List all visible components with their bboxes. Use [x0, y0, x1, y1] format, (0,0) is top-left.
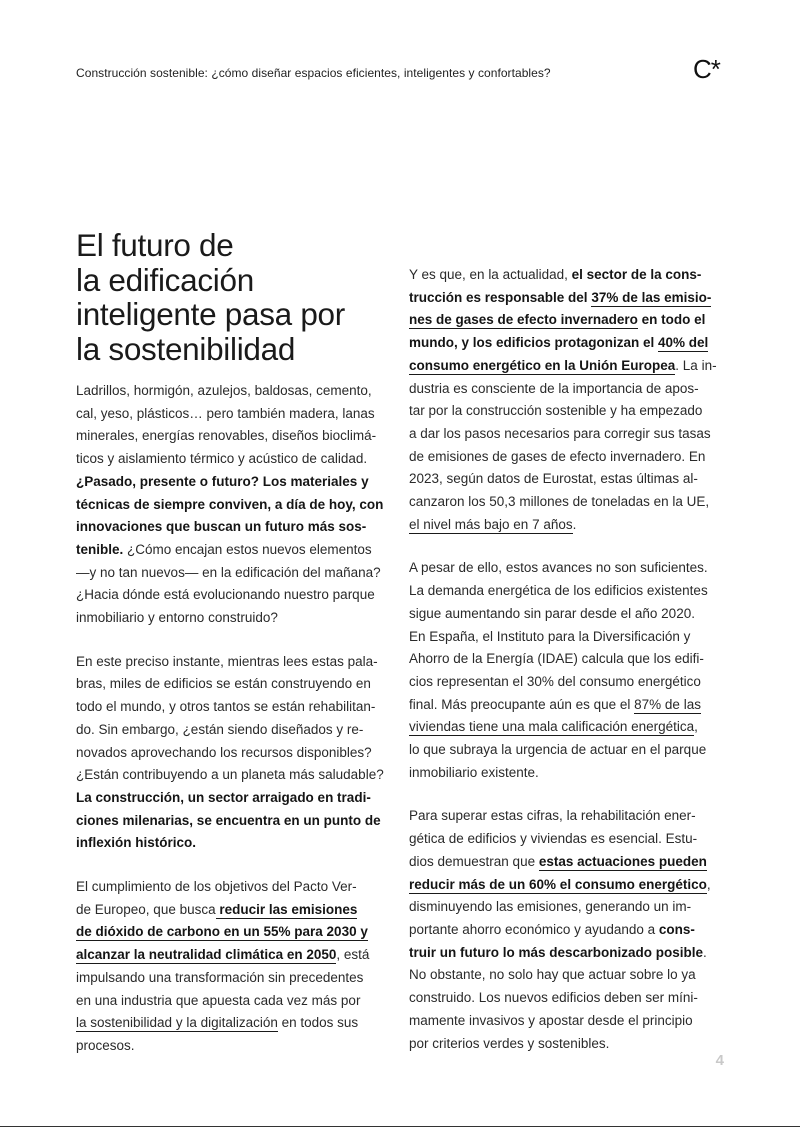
- paragraph: [76, 876, 394, 1058]
- document-header-title: Construcción sostenible: ¿cómo diseñar espacios eficientes, inteligentes y confortables?: [76, 66, 551, 80]
- paragraph: [76, 651, 394, 855]
- text-line: El cumplimiento de los objetivos del Pacto Ver-: [76, 879, 357, 895]
- bold-text: truir un futuro lo más descarbonizado posible: [409, 944, 704, 960]
- text-run: ,: [706, 876, 711, 892]
- inline-link[interactable]: viviendas tiene una mala calificación energética: [409, 719, 695, 735]
- text-run: en todos sus: [277, 1015, 359, 1031]
- text-line: a dar los pasos necesarios para corregir sus tasas: [409, 425, 711, 441]
- inline-link[interactable]: reducir las emisiones: [215, 901, 358, 917]
- text-line: novados aprovechando los recursos disponibles?: [76, 744, 372, 760]
- text-line: canzaron los 50,3 millones de toneladas en la UE,: [409, 494, 710, 510]
- bold-text: tenible.: [76, 541, 124, 557]
- inline-link[interactable]: nes de gases de efecto invernadero: [409, 312, 638, 328]
- inline-link[interactable]: el nivel más bajo en 7 años: [409, 516, 573, 532]
- inline-link[interactable]: de dióxido de carbono en un 55% para 2030 y: [76, 924, 368, 940]
- text-run: .: [703, 944, 707, 960]
- text-line: inmobiliario existente.: [409, 764, 539, 780]
- text-line: mamente invasivos y apostar desde el principio: [409, 1012, 693, 1028]
- text-line: minerales, energías renovables, diseños bioclimá-: [76, 428, 377, 444]
- heading-line: El futuro de: [76, 227, 234, 263]
- text-run: . La in-: [675, 357, 717, 373]
- text-line: —y no tan nuevos— en la edificación del mañana?: [76, 564, 381, 580]
- text-run: portante ahorro económico y ayudando a: [409, 921, 659, 937]
- heading-line: la sostenibilidad: [76, 330, 296, 367]
- text-line: inmobiliario y entorno construido?: [76, 610, 278, 626]
- text-line: procesos.: [76, 1037, 135, 1053]
- text-line: dustria es consciente de la importancia de apos-: [409, 380, 699, 396]
- inline-link[interactable]: la sostenibilidad y la digitalización: [76, 1015, 278, 1031]
- paragraph: [409, 805, 727, 1055]
- text-run: , está: [336, 947, 370, 963]
- bold-text: cons-: [658, 921, 695, 937]
- heading-line: inteligente pasa por: [76, 296, 345, 332]
- bold-text: trucción es responsable del: [409, 289, 592, 305]
- text-line: cal, yeso, plásticos… pero también madera, lanas: [76, 405, 375, 421]
- text-line: impulsando una transformación sin precedentes: [76, 969, 364, 985]
- text-line: ticos y aislamiento térmico y acústico de calidad.: [76, 451, 368, 467]
- brand-logo: C*: [693, 54, 720, 84]
- text-run: dios demuestran que: [409, 853, 539, 869]
- text-line: Ahorro de la Energía (IDAE) calcula que los edifi-: [409, 651, 704, 667]
- text-line: disminuyendo las emisiones, generando un im-: [409, 899, 692, 915]
- bold-text: el sector de la cons-: [571, 267, 702, 282]
- text-line: 2023, según datos de Eurostat, estas últimas al-: [409, 471, 698, 487]
- text-line: do. Sin embargo, ¿están siendo diseñados y re-: [76, 721, 364, 737]
- inline-link[interactable]: 40% del: [658, 335, 709, 351]
- text-line: construido. Los nuevos edificios deben ser míni-: [409, 990, 698, 1006]
- bold-text: en todo el: [637, 312, 706, 328]
- text-line: sigue aumentando sin parar desde el año 2020.: [409, 605, 695, 621]
- text-run: Y es que, en la actualidad,: [409, 267, 572, 282]
- inline-link[interactable]: reducir más de un 60% el consumo energético: [409, 876, 707, 892]
- right-column: [409, 264, 727, 1076]
- text-line: cios representan el 30% del consumo energético: [409, 673, 701, 689]
- inline-link[interactable]: consumo energético en la Unión Europea: [409, 357, 676, 373]
- text-line: ¿Hacia dónde está evolucionando nuestro parque: [76, 587, 375, 603]
- bold-text: técnicas de siempre conviven, a día de hoy, con: [76, 496, 384, 512]
- text-line: en una industria que apuesta cada vez más por: [76, 992, 361, 1008]
- text-run: .: [572, 516, 577, 532]
- text-run: de Europeo, que busca: [76, 901, 216, 917]
- bold-text: ciones milenarias, se encuentra en un punto de: [76, 812, 381, 828]
- bold-text: ¿Pasado, presente o futuro? Los materiales y: [76, 473, 369, 489]
- inline-link[interactable]: 87% de las: [634, 696, 701, 712]
- text-line: A pesar de ello, estos avances no son suficientes.: [409, 560, 708, 576]
- section-heading: [76, 228, 394, 366]
- inline-link[interactable]: 37% de las emisio-: [591, 289, 712, 305]
- bold-text: inflexión histórico.: [76, 835, 197, 851]
- text-line: por criterios verdes y sostenibles.: [409, 1035, 610, 1051]
- text-line: Ladrillos, hormigón, azulejos, baldosas, cemento,: [76, 383, 372, 398]
- text-line: todo el mundo, y otros tantos se están rehabilitan-: [76, 699, 376, 715]
- text-line: En este preciso instante, mientras lees estas pala-: [76, 653, 378, 669]
- text-line: de emisiones de gases de efecto invernadero. En: [409, 448, 706, 464]
- text-line: bras, miles de edificios se están construyendo en: [76, 676, 371, 692]
- text-line: No obstante, no solo hay que actuar sobre lo ya: [409, 967, 696, 983]
- paragraph: [409, 264, 727, 536]
- intro-paragraph: [76, 380, 394, 630]
- text-run: ¿Cómo encajan estos nuevos elementos: [123, 541, 372, 557]
- text-line: ¿Están contribuyendo a un planeta más saludable?: [76, 767, 384, 783]
- text-run: ,: [694, 719, 698, 735]
- text-run: final. Más preocupante aún es que el: [409, 696, 635, 712]
- text-line: tar por la construcción sostenible y ha empezado: [409, 403, 703, 419]
- inline-link[interactable]: alcanzar la neutralidad climática en 2050: [76, 947, 337, 963]
- text-line: La demanda energética de los edificios existentes: [409, 583, 708, 599]
- page-number: 4: [715, 1052, 724, 1069]
- left-column: [76, 228, 394, 1079]
- bold-text: innovaciones que buscan un futuro más sos-: [76, 519, 367, 535]
- bold-text: La construcción, un sector arraigado en tradi-: [76, 789, 371, 805]
- text-line: En España, el Instituto para la Diversificación y: [409, 628, 691, 644]
- text-line: Para superar estas cifras, la rehabilitación ener-: [409, 808, 696, 824]
- footer-divider: [0, 1126, 800, 1127]
- heading-line: la edificación: [76, 261, 254, 298]
- paragraph: [409, 557, 727, 784]
- bold-text: mundo, y los edificios protagonizan el: [409, 335, 659, 351]
- text-line: lo que subraya la urgencia de actuar en el parque: [409, 742, 707, 758]
- inline-link[interactable]: estas actuaciones pueden: [538, 853, 707, 869]
- text-line: gética de edificios y viviendas es esencial. Estu-: [409, 831, 698, 847]
